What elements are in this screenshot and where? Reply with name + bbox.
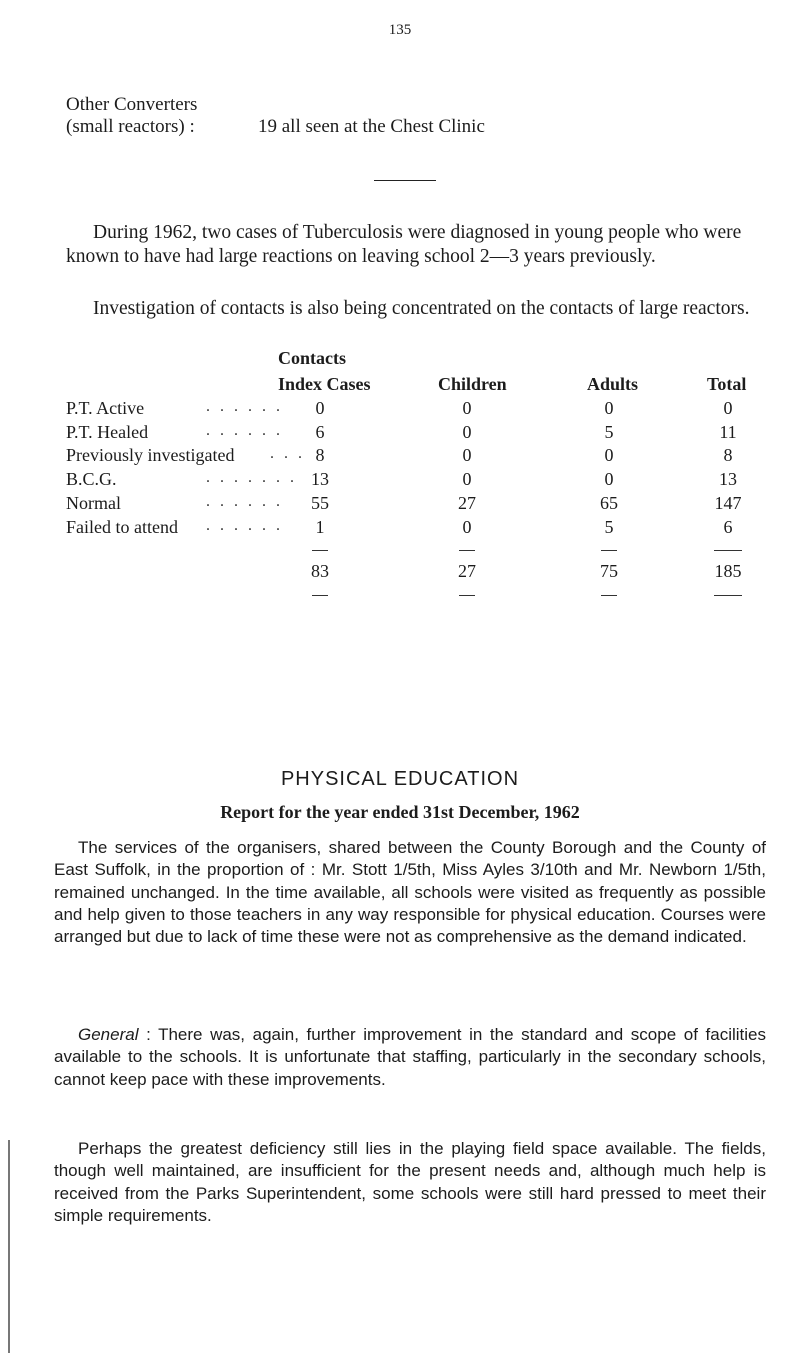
cell-total: 13	[719, 469, 737, 489]
total-rule	[601, 550, 617, 551]
total-underline	[714, 595, 742, 596]
paragraph-investigation-contacts: Investigation of contacts is also being concentrated on the contacts of large reactors.	[93, 298, 750, 319]
column-header-total: Total	[707, 374, 747, 394]
column-header-children: Children	[438, 374, 507, 394]
cell-adults: 0	[604, 469, 614, 489]
total-underline	[601, 595, 617, 596]
total-rule	[459, 550, 475, 551]
cell-index-cases: 6	[315, 422, 325, 442]
page-number: 135	[388, 22, 412, 38]
cell-children: 0	[462, 517, 472, 537]
converters-label-line2: (small reactors) :	[66, 116, 195, 137]
dot-leader: . . . . . .	[206, 493, 283, 510]
cell-adults: 0	[604, 398, 614, 418]
dot-leader: . . .	[270, 445, 305, 462]
section-divider	[374, 180, 436, 181]
total-rule	[714, 550, 742, 551]
cell-adults: 0	[604, 445, 614, 465]
converters-label-line1: Other Converters	[66, 94, 198, 115]
paragraph-general-text: : There was, again, further improvement in the standard and scope of facilities available to the schools. It is unfortunate that staffing, particularly in the secondary schools, cannot keep pace with these improvements.	[54, 1025, 766, 1089]
row-label: Failed to attend	[66, 517, 178, 537]
cell-index-cases: 55	[311, 493, 329, 513]
paragraph-tuberculosis-cases: During 1962, two cases of Tuberculosis were diagnosed in young people who were known to have had large reactions on leaving school 2—3 years previously.	[66, 222, 742, 267]
dot-leader: . . . . . . .	[206, 469, 297, 486]
cell-total: 0	[723, 398, 733, 418]
dot-leader: . . . . . .	[206, 398, 283, 415]
converters-value: 19 all seen at the Chest Clinic	[258, 116, 485, 137]
cell-children: 0	[462, 445, 472, 465]
cell-index-cases: 8	[315, 445, 325, 465]
cell-index-cases: 13	[311, 469, 329, 489]
paragraph-organisers: The services of the organisers, shared between the County Borough and the County of East Suffolk, in the proportion of : Mr. Stott 1/5th, Miss Ayles 3/10th and Mr. Newborn 1/5th, remained unchanged. In the time available, all schools were visited as frequently as possible and help given to those teachers in any way responsible for physical education. Courses were arranged but due to lack of time these were not as comprehensive as the demand indicated.	[54, 838, 766, 947]
report-subheading: Report for the year ended 31st December, 1962	[220, 802, 580, 822]
cell-adults: 5	[604, 422, 614, 442]
cell-total: 147	[714, 493, 742, 513]
row-label: B.C.G.	[66, 469, 117, 489]
cell-children: 0	[462, 469, 472, 489]
cell-total: 11	[719, 422, 737, 442]
dot-leader: . . . . . .	[206, 517, 283, 534]
row-label: Normal	[66, 493, 121, 513]
cell-adults: 65	[600, 493, 618, 513]
total-underline	[312, 595, 328, 596]
total-adults: 75	[600, 561, 618, 581]
cell-children: 0	[462, 398, 472, 418]
total-total: 185	[714, 561, 742, 581]
cell-total: 8	[723, 445, 733, 465]
row-label: P.T. Active	[66, 398, 145, 418]
total-underline	[459, 595, 475, 596]
paragraph-playing-fields: Perhaps the greatest deficiency still lies in the playing field space available. The fields, though well maintained, are insufficient for the present needs and, although much help is received from the Parks Superintendent, some schools were still hard pressed to meet their simple requirements.	[54, 1139, 766, 1225]
contacts-table	[66, 348, 766, 708]
cell-children: 0	[462, 422, 472, 442]
page-edge-line	[8, 1140, 10, 1353]
row-label: P.T. Healed	[66, 422, 149, 442]
total-index-cases: 83	[311, 561, 329, 581]
paragraph-general	[54, 1024, 766, 1091]
cell-index-cases: 1	[315, 517, 325, 537]
column-header-index-cases: Index Cases	[278, 374, 371, 394]
paragraph-lead-general: General	[78, 1025, 139, 1044]
cell-index-cases: 0	[315, 398, 325, 418]
dot-leader: . . . . . .	[206, 422, 283, 439]
total-children: 27	[458, 561, 476, 581]
cell-total: 6	[723, 517, 733, 537]
column-header-adults: Adults	[587, 374, 639, 394]
header-contacts-group: Contacts	[278, 348, 346, 368]
total-rule	[312, 550, 328, 551]
cell-adults: 5	[604, 517, 614, 537]
other-converters-block	[66, 94, 485, 138]
section-heading-physical-education: PHYSICAL EDUCATION	[280, 768, 520, 790]
row-label: Previously investigated	[66, 445, 235, 465]
cell-children: 27	[458, 493, 476, 513]
